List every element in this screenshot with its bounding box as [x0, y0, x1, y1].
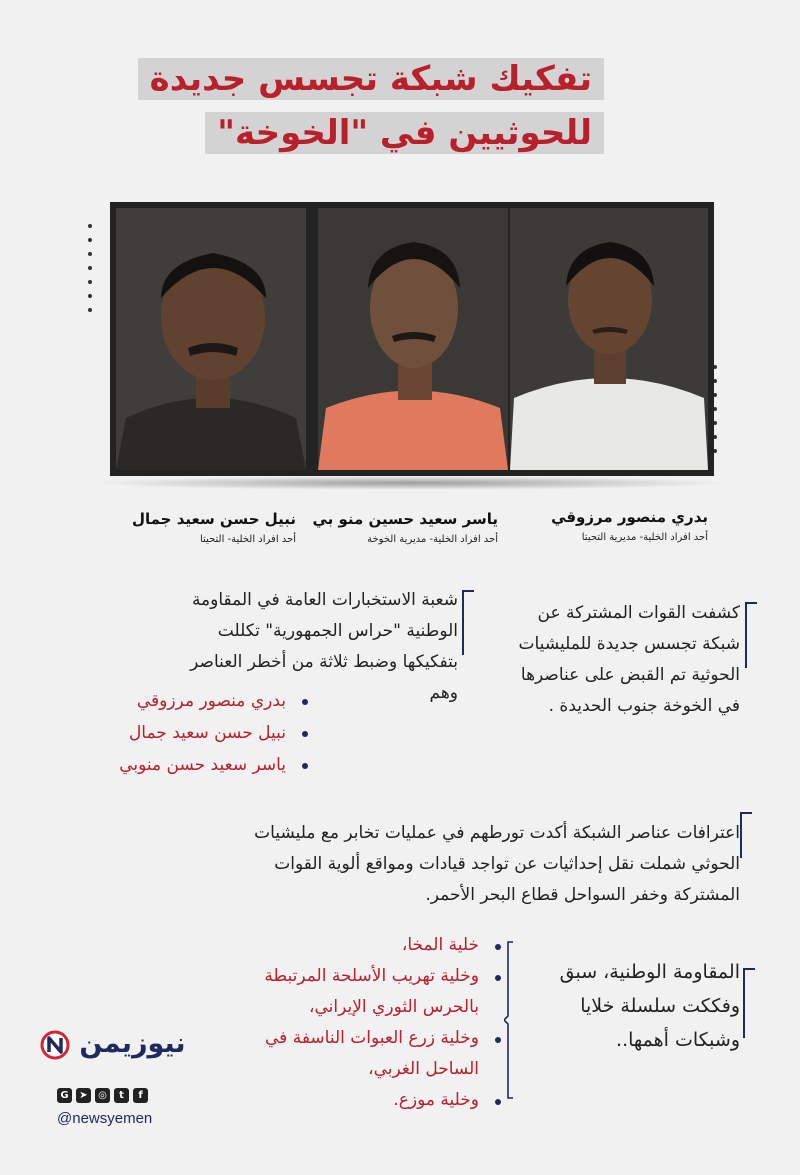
brand-mark-icon: [40, 1030, 70, 1060]
intelligence-unit-text: شعبة الاستخبارات العامة في المقاومة الوطنية "حراس الجمهورية" تكللت بتفكيكها وضبط ثلاثة من أخطر العناصر وهم: [190, 590, 458, 703]
telegram-icon[interactable]: ➤: [76, 1088, 91, 1103]
brace-divider: [504, 940, 514, 1100]
brand-logo-text: نيوزيمن: [79, 1028, 186, 1059]
twitter-icon[interactable]: t: [114, 1088, 129, 1103]
bracket-divider: [743, 968, 745, 1038]
suspect-role: أحد افراد الخلية- التحيتا: [199, 534, 296, 545]
suspect-caption-2: [312, 510, 498, 545]
arrested-names-list: [119, 685, 312, 781]
suspects-photo-strip: [110, 202, 714, 476]
bracket-divider: [462, 590, 474, 592]
list-item: وخلية زرع العبوات الناسفة في الساحل الغربي،: [259, 1023, 505, 1085]
suspect-photo-1: [510, 208, 708, 470]
headline-line-1: تفكيك شبكة تجسس جديدة: [138, 58, 604, 100]
bracket-divider: [462, 590, 464, 655]
previous-operations-text: المقاومة الوطنية، سبق وفككت سلسلة خلايا وشبكات أهمها..: [559, 961, 740, 1051]
bracket-divider: [740, 812, 752, 814]
list-item: خلية المخا،: [259, 930, 505, 961]
arrest-summary-text: كشفت القوات المشتركة عن شبكة تجسس جديدة للمليشيات الحوثية تم القبض على عناصرها في الخوخة جنوب الحديدة .: [518, 603, 740, 716]
list-item: نبيل حسن سعيد جمال: [119, 717, 312, 749]
facebook-icon[interactable]: f: [133, 1088, 148, 1103]
instagram-icon[interactable]: ◎: [95, 1088, 110, 1103]
suspect-photo-3: [116, 208, 306, 470]
google-icon[interactable]: G: [57, 1088, 72, 1103]
list-item: وخلية موزع.: [259, 1085, 505, 1116]
suspect-photo-2: [318, 208, 508, 470]
suspect-caption-1: [551, 508, 708, 543]
list-item: ياسر سعيد حسن منوبي: [119, 749, 312, 781]
bracket-divider: [740, 812, 742, 858]
bracket-divider: [745, 602, 747, 668]
suspect-caption-3: [132, 510, 296, 545]
suspect-role: أحد افراد الخلية- مديرية التحيتا: [581, 532, 708, 543]
social-handle[interactable]: @newsyemen: [57, 1110, 153, 1127]
bracket-divider: [745, 602, 757, 604]
dismantled-cells-list: [259, 930, 505, 1116]
suspect-name: بدري منصور مرزوقي: [551, 508, 708, 526]
suspect-name: ياسر سعيد حسين منو بي: [312, 510, 498, 528]
suspect-name: نبيل حسن سعيد جمال: [131, 510, 296, 528]
confession-text: اعترافات عناصر الشبكة أكدت تورطهم في عمليات تخابر مع مليشيات الحوثي شملت نقل إحداثيات عن تواجد قيادات ومواقع ألوية القوات المشتركة وخفر السواحل قطاع البحر الأحمر.: [254, 823, 740, 905]
list-item: بدري منصور مرزوقي: [119, 685, 312, 717]
bracket-divider: [743, 968, 755, 970]
brand-logo: [40, 1028, 186, 1060]
headline-line-2: للحوثيين في "الخوخة": [205, 112, 604, 154]
social-icons: [57, 1088, 148, 1103]
strip-shadow: [90, 476, 730, 490]
list-item: وخلية تهريب الأسلحة المرتبطة بالحرس الثوري الإيراني،: [259, 961, 505, 1023]
suspect-role: أحد افراد الخلية- مديرية الخوخة: [367, 534, 498, 545]
decorative-dots-left: [88, 224, 92, 322]
